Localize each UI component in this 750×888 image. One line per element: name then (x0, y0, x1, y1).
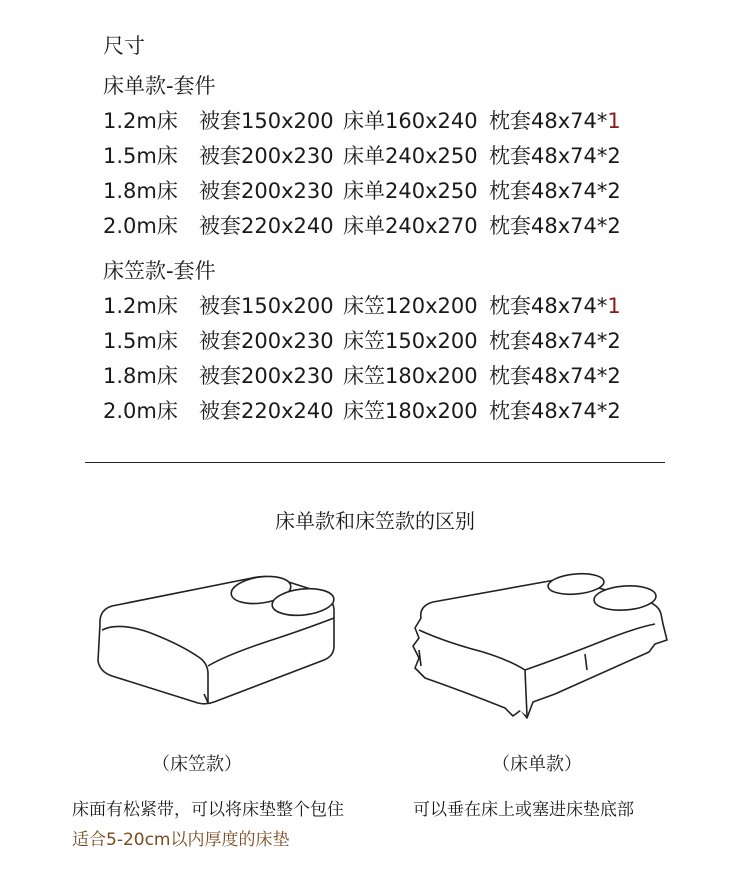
pillow-label: 枕套48x74* (489, 364, 608, 388)
section-divider (85, 462, 665, 463)
duvet-size: 被套220x240 (199, 214, 334, 238)
sheet-size: 床单240x270 (343, 214, 478, 238)
pillow-size (489, 105, 621, 135)
bed-size: 2.0m床 (103, 214, 178, 238)
sheet-size: 床笠150x200 (343, 329, 478, 353)
pillow-count: 2 (607, 399, 621, 423)
pillow-count: 2 (607, 144, 621, 168)
pillow-size (489, 360, 621, 390)
flat-bed-illustration (405, 570, 670, 725)
pillow-label: 枕套48x74* (489, 179, 608, 203)
pillow-size (489, 175, 621, 205)
pillow-label: 枕套48x74* (489, 399, 608, 423)
difference-title: 床单款和床笠款的区别 (275, 509, 475, 533)
bed-size: 2.0m床 (103, 399, 178, 423)
pillow-size (489, 210, 621, 240)
pillow-count: 1 (607, 109, 621, 133)
sheet-size: 床笠120x200 (343, 294, 478, 318)
pillow-label: 枕套48x74* (489, 294, 608, 318)
sheet-size: 床笠180x200 (343, 364, 478, 388)
flat-note: 可以垂在床上或塞进床垫底部 (413, 800, 634, 820)
pillow-count: 2 (607, 329, 621, 353)
duvet-size: 被套150x200 (199, 294, 334, 318)
pillow-label: 枕套48x74* (489, 109, 608, 133)
pillow-label: 枕套48x74* (489, 144, 608, 168)
pillow-count: 2 (607, 179, 621, 203)
sheet-size: 床单240x250 (343, 144, 478, 168)
pillow-size (489, 290, 621, 320)
sheet-size: 床单160x240 (343, 109, 478, 133)
fitted-note-line1: 床面有松紧带，可以将床垫整个包住 (72, 800, 344, 820)
duvet-size: 被套200x230 (199, 179, 334, 203)
flat-caption: （床单款） (492, 754, 582, 775)
duvet-size: 被套200x230 (199, 329, 334, 353)
pillow-count: 2 (607, 364, 621, 388)
bed-size: 1.5m床 (103, 329, 178, 353)
sheet-set-title: 床单款-套件 (103, 74, 216, 98)
duvet-size: 被套200x230 (199, 364, 334, 388)
sheet-size: 床笠180x200 (343, 399, 478, 423)
bed-size: 1.2m床 (103, 294, 178, 318)
pillow-label: 枕套48x74* (489, 214, 608, 238)
fitted-bed-illustration (88, 566, 348, 716)
duvet-size: 被套150x200 (199, 109, 334, 133)
duvet-size: 被套220x240 (199, 399, 334, 423)
pillow-size (489, 395, 621, 425)
duvet-size: 被套200x230 (199, 144, 334, 168)
bed-size: 1.5m床 (103, 144, 178, 168)
fitted-set-title: 床笠款-套件 (103, 259, 216, 283)
size-title: 尺寸 (103, 34, 145, 58)
bed-size: 1.2m床 (103, 109, 178, 133)
fitted-note-line2: 适合5-20cm以内厚度的床垫 (72, 830, 290, 850)
pillow-size (489, 325, 621, 355)
pillow-count: 1 (607, 294, 621, 318)
pillow-label: 枕套48x74* (489, 329, 608, 353)
bed-size: 1.8m床 (103, 179, 178, 203)
pillow-count: 2 (607, 214, 621, 238)
bed-size: 1.8m床 (103, 364, 178, 388)
sheet-size: 床单240x250 (343, 179, 478, 203)
pillow-size (489, 140, 621, 170)
fitted-caption: （床笠款） (152, 754, 242, 775)
